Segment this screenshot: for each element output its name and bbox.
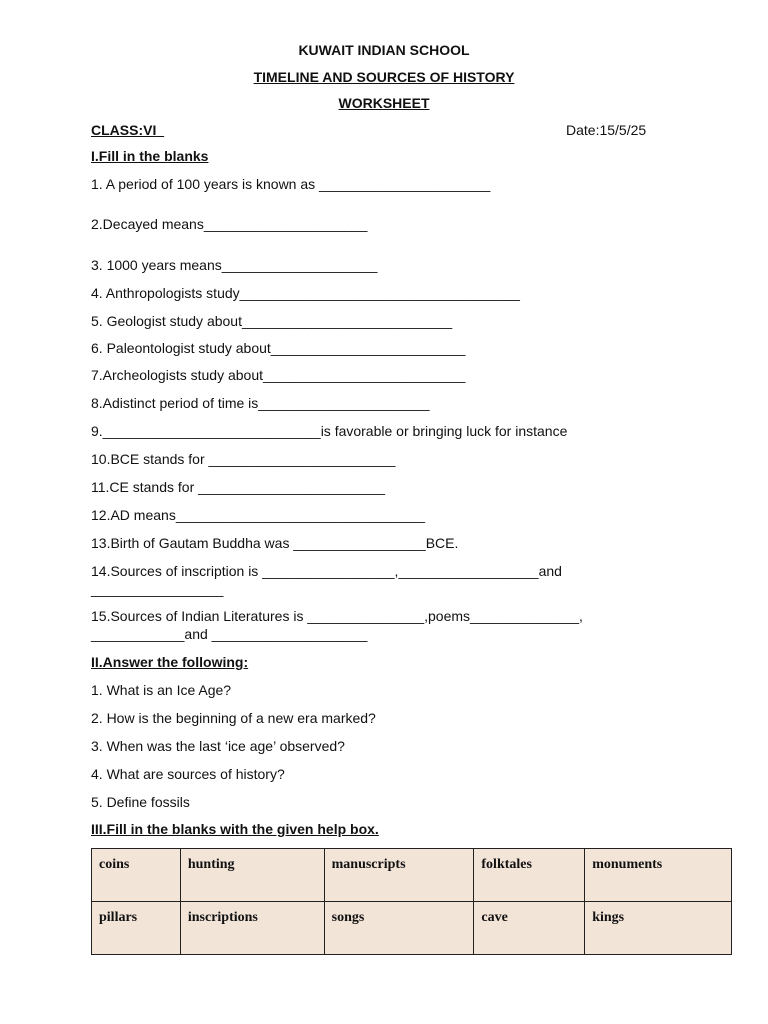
class-label: CLASS:VI [91,122,157,138]
answer-question-1: 1. What is an Ice Age? [91,682,232,698]
fill-question-12: 12.AD means________________________________ [91,507,425,523]
fill-question-15-cont: ____________and ____________________ [91,626,368,642]
subject-title: TIMELINE AND SOURCES OF HISTORY [253,69,515,85]
section1-title: I.Fill in the blanks [91,148,209,164]
help-word: kings [585,902,732,955]
help-word: cave [474,902,585,955]
fill-question-9: 9.____________________________is favorable or bringing luck for instance [91,423,568,439]
answer-question-5: 5. Define fossils [91,794,190,810]
help-box-row [92,849,732,902]
help-word: inscriptions [180,902,324,955]
help-word: monuments [585,849,732,902]
fill-question-8: 8.Adistinct period of time is______________________ [91,395,430,411]
fill-question-13: 13.Birth of Gautam Buddha was _________________BCE. [91,535,459,551]
answer-question-3: 3. When was the last ‘ice age’ observed? [91,738,345,754]
fill-question-3: 3. 1000 years means____________________ [91,257,378,273]
section3-title: III.Fill in the blanks with the given help box. [91,821,379,837]
help-box-table [91,848,732,955]
fill-question-10: 10.BCE stands for ________________________ [91,451,396,467]
help-word: songs [324,902,474,955]
section2-title: II.Answer the following: [91,654,249,670]
fill-question-14-cont: _________________ [91,581,224,597]
answer-question-4: 4. What are sources of history? [91,766,285,782]
fill-question-1: 1. A period of 100 years is known as ______________________ [91,176,491,192]
fill-question-7: 7.Archeologists study about__________________________ [91,367,466,383]
worksheet-title: WORKSHEET [338,95,430,111]
fill-question-4: 4. Anthropologists study____________________________________ [91,285,520,301]
fill-question-5: 5. Geologist study about___________________________ [91,313,453,329]
help-box-row [92,902,732,955]
school-name: KUWAIT INDIAN SCHOOL [298,42,470,58]
answer-question-2: 2. How is the beginning of a new era marked? [91,710,376,726]
fill-question-14: 14.Sources of inscription is _________________,__________________and [91,563,562,579]
fill-question-11: 11.CE stands for ________________________ [91,479,385,495]
fill-question-6: 6. Paleontologist study about_________________________ [91,340,466,356]
fill-question-2: 2.Decayed means_____________________ [91,216,368,232]
help-word: pillars [92,902,181,955]
date-label: Date:15/5/25 [566,122,647,138]
help-word: hunting [180,849,324,902]
help-word: coins [92,849,181,902]
help-word: folktales [474,849,585,902]
fill-question-15: 15.Sources of Indian Literatures is _______________,poems______________, [91,608,583,624]
help-word: manuscripts [324,849,474,902]
